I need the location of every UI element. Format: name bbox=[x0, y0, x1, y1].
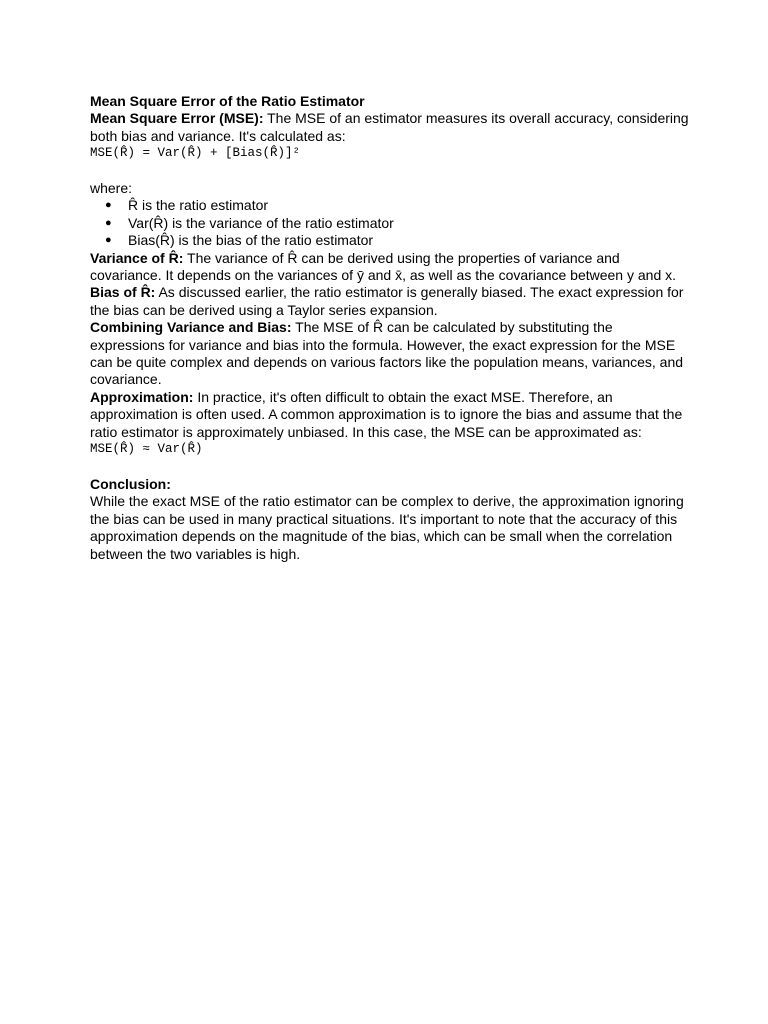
conclusion-text: While the exact MSE of the ratio estimator can be complex to derive, the approximation ignoring the bias can be used in many practical situations. It's important to note that the accuracy of this approximation depends on the magnitude of the bias, which can be small when the correlation between the two variables is high. bbox=[90, 493, 684, 562]
spacer bbox=[90, 459, 690, 476]
conclusion-heading: Conclusion: bbox=[90, 475, 171, 492]
where-label: where: bbox=[90, 180, 133, 197]
combining-heading: Combining Variance and Bias: bbox=[90, 319, 292, 336]
definition-list bbox=[90, 197, 690, 249]
bullet-icon: ● bbox=[105, 234, 112, 247]
list-item-text: R̂ is the ratio estimator bbox=[128, 197, 269, 214]
approximation-heading: Approximation: bbox=[90, 388, 194, 405]
document-page bbox=[90, 93, 690, 563]
approximation-paragraph bbox=[90, 389, 690, 441]
bias-paragraph bbox=[90, 284, 690, 319]
bullet-icon: ● bbox=[105, 216, 112, 229]
mse-paragraph bbox=[90, 110, 690, 145]
variance-paragraph bbox=[90, 250, 690, 285]
list-item bbox=[90, 232, 690, 249]
list-item-text: Bias(R̂) is the bias of the ratio estimator bbox=[128, 232, 374, 249]
list-item bbox=[90, 215, 690, 232]
bullet-icon: ● bbox=[105, 199, 112, 212]
list-item bbox=[90, 197, 690, 214]
combining-paragraph bbox=[90, 319, 690, 389]
mse-text: The MSE of an estimator measures its overall accuracy, considering both bias and variance. It's calculated as: bbox=[90, 110, 689, 144]
variance-heading: Variance of R̂: bbox=[90, 249, 184, 266]
mse-heading: Mean Square Error (MSE): bbox=[90, 110, 264, 127]
variance-text: The variance of R̂ can be derived using the properties of variance and covariance. It depends on the variances of ȳ and x̄, as well as the covariance between y and x. bbox=[90, 249, 677, 284]
approximation-text: In practice, it's often difficult to obtain the exact MSE. Therefore, an approximation is often used. A common approximation is to ignore the bias and assume that the ratio estimator is approximately unbiased. In this case, the MSE can be approximated as: bbox=[90, 388, 683, 440]
spacer bbox=[90, 163, 690, 180]
bias-heading: Bias of R̂: bbox=[90, 284, 156, 301]
mse-formula: MSE(R̂) = Var(R̂) + [Bias(R̂)]² bbox=[90, 146, 301, 161]
combining-text: The MSE of R̂ can be calculated by substituting the expressions for variance and bias into the formula. However, the exact expression for the MSE can be quite complex and depends on various factors like the population means, variances, and covariance. bbox=[90, 319, 684, 388]
document-title: Mean Square Error of the Ratio Estimator bbox=[90, 93, 365, 109]
approximation-formula: MSE(R̂) ≈ Var(R̂) bbox=[90, 442, 203, 457]
bias-text: As discussed earlier, the ratio estimator is generally biased. The exact expression for the bias can be derived using a Taylor series expansion. bbox=[90, 284, 684, 318]
list-item-text: Var(R̂) is the variance of the ratio estimator bbox=[128, 214, 394, 231]
